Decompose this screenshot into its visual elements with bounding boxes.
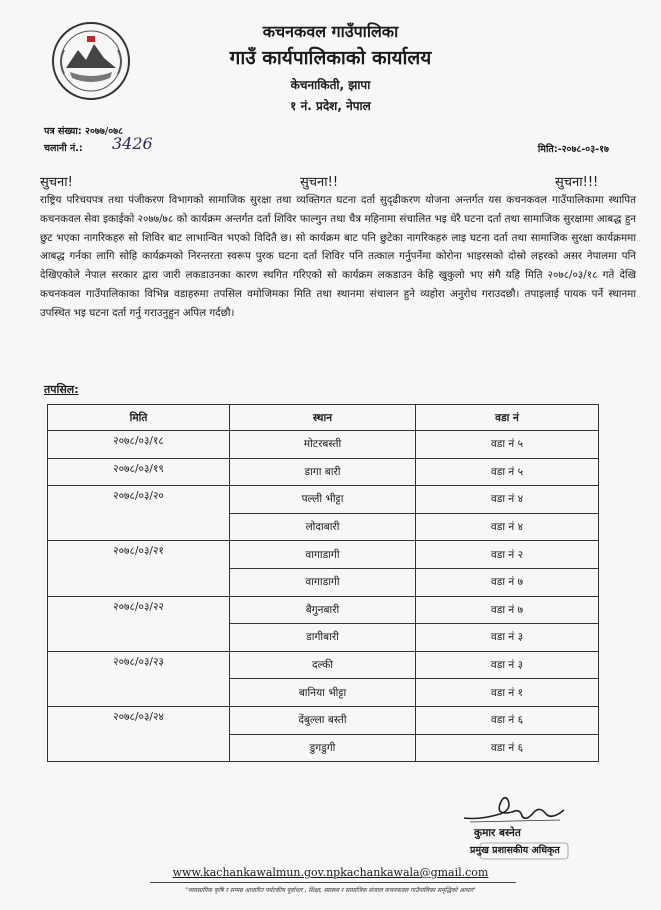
cell-place: पल्ली भीट्टा [230,486,416,514]
cell-place: दल्की [230,651,416,679]
cell-ward: वडा नं ७ [416,568,599,596]
cell-place: डागीबारी [230,624,416,652]
notice-heading-left: सुचना! [40,175,73,190]
header-ward: वडा नं [416,405,599,431]
letter-date: मिति:-२०७८-०३-१७ [537,144,609,155]
cell-ward: वडा नं ७ [416,596,599,624]
table-row [48,651,599,679]
cell-ward: वडा नं २ [416,541,599,569]
tapasil-label: तपसिल: [44,383,79,396]
patra-sankhya: पत्र संख्या: २०७७/०७८ [44,126,124,137]
schedule-table [47,404,599,762]
cell-date: २०७८/०३/२० [48,486,230,541]
cell-ward: वडा नं ६ [416,734,599,762]
cell-ward: वडा नं ६ [416,706,599,734]
cell-place: बानिया भीट्टा [230,679,416,707]
table-row [48,486,599,514]
office-province: १ नं. प्रदेश, नेपाल [290,99,371,113]
cell-ward: वडा नं ३ [416,651,599,679]
cell-ward: वडा नं ४ [416,513,599,541]
cell-ward: वडा नं ३ [416,624,599,652]
cell-ward: वडा नं ४ [416,486,599,514]
header-place: स्थान [230,405,416,431]
notice-heading-right: सुचना!!! [555,175,599,190]
office-location: केचनाकिती, झापा [290,78,371,92]
cell-place: मोटरबस्ती [230,431,416,459]
cell-place: लोदाबारी [230,513,416,541]
cell-place: बैगुनबारी [230,596,416,624]
notice-body: राष्ट्रिय परिचयपत्र तथा पंजीकरण विभागको सामाजिक सुरक्षा तथा व्यक्तिगत घटना दर्ता सुदृढीकरण योजना अन्तर्गत यस कचनकवल गाउँपालिकामा स्थापित कचनकवल सेवा इकाईको २०७७/७८ को कार्यक्रम अन्तर्गत दर्ता शिविर फाल्गुन तथा चैत्र महिनामा संचालित भइ धेरै घटना दर्ता तथा सामाजिक सुरक्षामा आबद्ध हुन छुट भएका नागरिकहरु सो शिविर बाट लाभान्वित भएको विदितै छ। सो कार्यक्रम बाट पनि छुटेका नागरिकहरु लाइ घटना दर्ता तथा सामाजिक सुरक्षा कार्यक्रममा आबद्ध गर्नका लागि सोहि कार्यक्रमको निरन्तरता स्वरूप पुरक घटना दर्ता शिविर पनि तत्काल गर्नुपर्नेमा कोरोना भाइरसको दोस्रो लहरको असर नेपालमा पनि देखिएकोले नेपाल सरकार द्वारा जारी लकडाउनका कारण स्थगित गरिएको सो कार्यक्रम लकडाउन केहि खुकुलो भए संगै यहि मिति २०७८/०३/१८ गते देखि कचनकवल गाउँपालिकाका विभिन्न वडाहरुमा तपसिल वमोजिमका मिति तथा स्थानमा संचालन हुने व्यहोरा अनुरोध गराउदछौ। तपाइलाई पायक पर्ने स्थानमा उपस्थित भइ घटना दर्ता गर्नु गराउनुहुन अपिल गर्दछौ। [40,194,636,319]
table-row [48,596,599,624]
cell-date: २०७८/०३/२२ [48,596,230,651]
office-name: गाउँ कार्यपालिकाको कार्यालय [229,47,432,69]
header-date: मिति [48,405,230,431]
official-stamp-icon [478,840,570,862]
chalani-number: 3426 [112,134,153,153]
cell-place: वागाडागी [230,568,416,596]
table-header-row [48,405,599,431]
cell-date: २०७८/०३/२४ [48,706,230,761]
footer-website: www.kachankawalmun.gov.npkachankawala@gmail.com [172,866,489,879]
cell-date: २०७८/०३/१८ [48,431,230,459]
cell-ward: वडा नं १ [416,679,599,707]
notice-heading-middle: सुचना!! [300,175,339,190]
cell-place: देंबुल्ला बस्ती [230,706,416,734]
cell-place: डुगडुगी [230,734,416,762]
table-row [48,431,599,459]
signature-scribble-icon [460,790,570,826]
table-row [48,541,599,569]
cell-date: २०७८/०३/२३ [48,651,230,706]
table-row [48,458,599,486]
footer-slogan: "व्यवसायिक कृषि र सम्पन्न आधारित पर्यटकीय पूर्वाधार , शिक्षा, स्वास्थ्य र सामाजिक संजाल कचनकवल गाउँपालिका समृद्धिको आधार" [185,887,476,894]
chalani-label: चलानी नं.: [44,143,83,154]
cell-ward: वडा नं ५ [416,458,599,486]
footer-divider [150,882,516,883]
cell-date: २०७८/०३/१९ [48,458,230,486]
cell-date: २०७८/०३/२१ [48,541,230,596]
signatory-title: प्रमुख प्रशासकीय अधिकृत [470,845,560,856]
municipality-name: कचनकवल गाउँपालिका [262,22,399,41]
cell-ward: वडा नं ५ [416,431,599,459]
signatory-name: कुमार बस्नेत [474,827,521,839]
table-row [48,706,599,734]
cell-place: वागाडागी [230,541,416,569]
cell-place: डागा बारी [230,458,416,486]
